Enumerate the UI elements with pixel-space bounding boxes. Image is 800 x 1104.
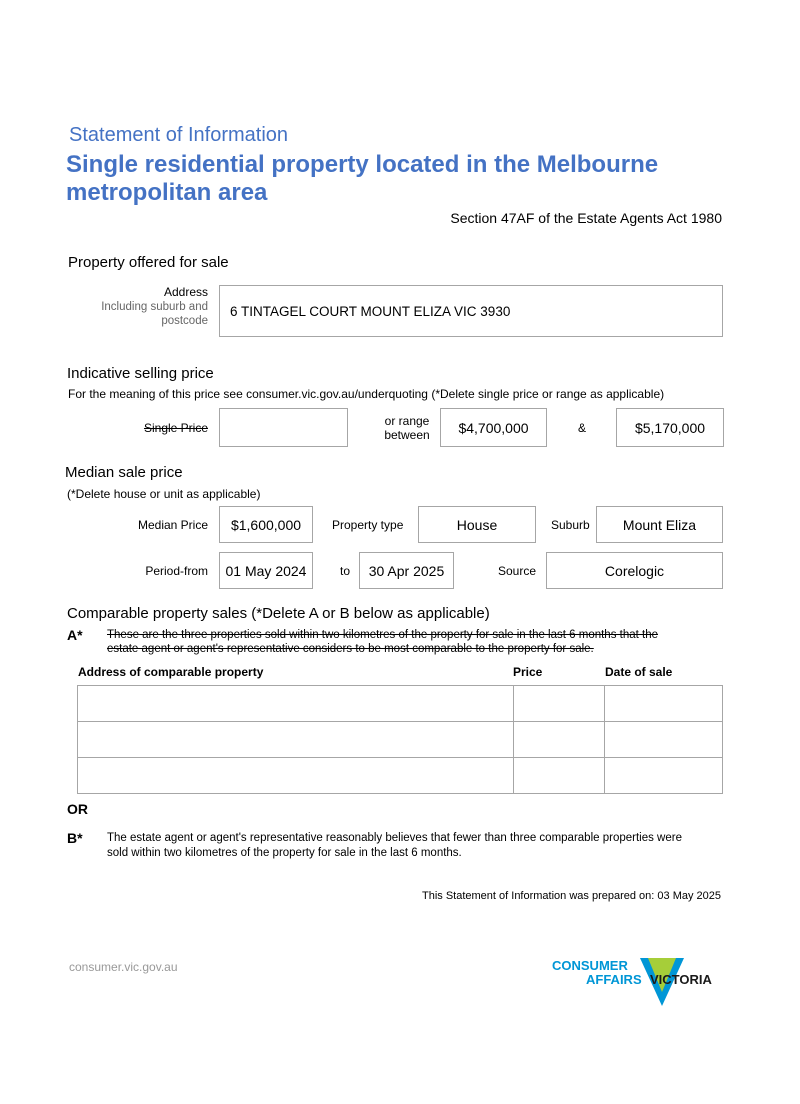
logo-consumer-text: CONSUMER	[552, 958, 628, 973]
date-cell	[605, 758, 723, 794]
suburb-label: Suburb	[551, 518, 590, 532]
indicative-heading: Indicative selling price	[67, 365, 214, 382]
address-cell	[78, 722, 514, 758]
statement-of-information-label: Statement of Information	[69, 124, 289, 146]
range-low-field: $4,700,000	[440, 408, 547, 447]
median-heading: Median sale price	[65, 464, 183, 481]
table-row	[78, 686, 723, 722]
price-cell	[514, 686, 605, 722]
page-title-line-1: Single residential property located in the Melbourne	[66, 151, 659, 178]
comparable-heading: Comparable property sales (*Delete A or B below as applicable)	[67, 605, 490, 622]
median-note: (*Delete house or unit as applicable)	[67, 487, 261, 501]
page-title-line-2: metropolitan area	[66, 179, 268, 206]
range-high-field: $5,170,000	[616, 408, 724, 447]
property-type-label: Property type	[332, 518, 404, 532]
period-from-field: 01 May 2024	[219, 552, 313, 589]
address-sublabel-2: postcode	[161, 315, 208, 327]
option-a-text-line-1: These are the three properties sold within two kilometres of the property for sale in the last 6 months that the	[107, 629, 659, 641]
period-to-field: 30 Apr 2025	[359, 552, 454, 589]
range-label-line-2: between	[384, 428, 430, 442]
property-type-field: House	[418, 506, 536, 543]
single-price-label: Single Price	[143, 421, 208, 435]
column-address-header: Address of comparable property	[78, 665, 264, 679]
date-cell	[605, 722, 723, 758]
option-b-text	[107, 831, 682, 861]
page-title	[66, 151, 658, 207]
column-date-header: Date of sale	[605, 665, 673, 679]
address-label: Address	[163, 285, 208, 299]
consumer-affairs-victoria-logo	[552, 954, 726, 1008]
single-price-field	[219, 408, 348, 447]
median-price-label: Median Price	[137, 518, 208, 532]
website-link[interactable]: consumer.vic.gov.au	[69, 960, 178, 974]
suburb-field: Mount Eliza	[596, 506, 723, 543]
or-separator: OR	[67, 801, 88, 817]
range-label-line-1: or range	[384, 414, 430, 428]
prepared-date: This Statement of Information was prepared on: 03 May 2025	[422, 890, 721, 902]
address-cell	[78, 758, 514, 794]
source-field: Corelogic	[546, 552, 723, 589]
range-ampersand: &	[578, 421, 587, 435]
median-price-field: $1,600,000	[219, 506, 313, 543]
source-label: Source	[498, 564, 537, 578]
option-b-text-line-2: sold within two kilometres of the property for sale in the last 6 months.	[107, 847, 462, 859]
period-to-label: to	[340, 564, 351, 578]
address-field: 6 TINTAGEL COURT MOUNT ELIZA VIC 3930	[219, 285, 723, 337]
option-b-marker: B*	[67, 830, 83, 846]
option-a-text-line-2: estate agent or agent's representative considers to be most comparable to the property for sale.	[107, 643, 594, 655]
column-price-header: Price	[513, 665, 543, 679]
date-cell	[605, 686, 723, 722]
comparable-sales-table	[77, 685, 723, 794]
indicative-note: For the meaning of this price see consumer.vic.gov.au/underquoting (*Delete single price or range as applicable)	[68, 387, 665, 401]
address-sublabel-1: Including suburb and	[101, 301, 208, 313]
range-label	[375, 414, 439, 442]
price-cell	[514, 722, 605, 758]
logo-affairs-text: AFFAIRS	[586, 972, 642, 987]
option-b-text-line-1: The estate agent or agent's representative reasonably believes that fewer than three comparable properties were	[107, 832, 682, 844]
price-cell	[514, 758, 605, 794]
table-row	[78, 758, 723, 794]
section-reference: Section 47AF of the Estate Agents Act 1980	[450, 210, 722, 226]
table-row	[78, 722, 723, 758]
logo-victoria-text: VICTORIA	[650, 972, 712, 987]
period-from-label: Period-from	[145, 564, 208, 578]
address-cell	[78, 686, 514, 722]
property-heading: Property offered for sale	[68, 254, 229, 271]
option-a-marker: A*	[67, 627, 83, 643]
option-a-text	[107, 628, 658, 656]
